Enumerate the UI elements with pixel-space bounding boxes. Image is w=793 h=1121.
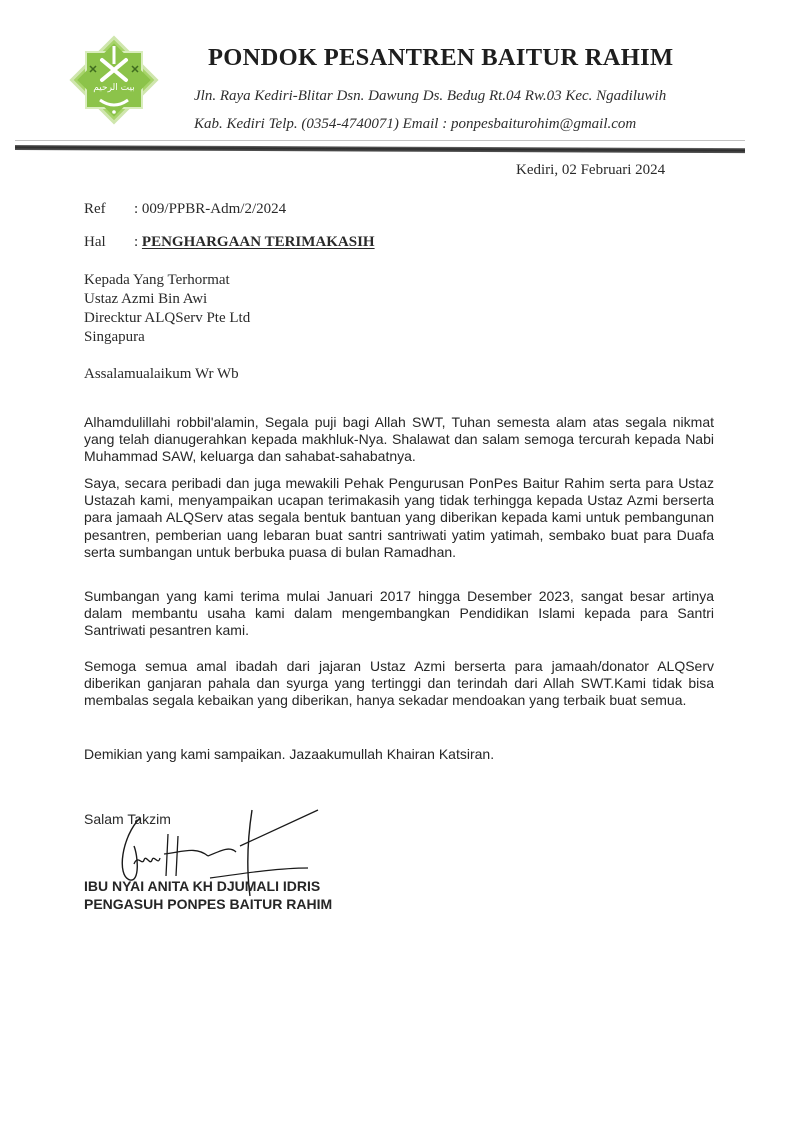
svg-text:بيت الرحيم: بيت الرحيم [93,83,135,93]
address-line-2: Kab. Kediri Telp. (0354-4740071) Email : ponpesbaiturohim@gmail.com [194,116,637,132]
signer-name: IBU NYAI ANITA KH DJUMALI IDRIS [84,878,321,894]
body-paragraph: Semoga semua amal ibadah dari jajaran Ustaz Azmi berserta para jamaah/donator ALQServ diberikan ganjaran pahala dan syurga yang tertinggi dan terindah dari Allah SWT.Kami tidak bisa membalas segala kebaikan yang diberikan, hanya sekadar mendoakan yang terbaik buat semua. [84,658,714,709]
subject-line [84,234,375,251]
recipient-block [84,271,250,347]
recipient-position: Direcktur ALQServ Pte Ltd [84,310,251,326]
subject-label: Hal [84,234,106,250]
closing-phrase: Salam Takzim [84,811,171,827]
address-line-1: Jln. Raya Kediri-Blitar Dsn. Dawung Ds. Bedug Rt.04 Rw.03 Kec. Ngadiluwih [194,88,667,104]
recipient-line: Kepada Yang Terhormat [84,272,230,288]
reference-number: : 009/PPBR-Adm/2/2024 [134,201,287,217]
reference-line [84,201,286,218]
body-paragraph: Alhamdulillahi robbil'alamin, Segala puji bagi Allah SWT, Tuhan semesta alam atas segala nikmat yang telah dianugerahkan kepada makhluk-Nya. Shalawat dan salam semoga tercurah kepada Nabi Muhammad SAW, keluarga dan sahabat-sahabatnya. [84,414,714,465]
organization-name: PONDOK PESANTREN BAITUR RAHIM [208,44,674,71]
subject-colon: : [134,234,142,250]
body-paragraph: Saya, secara peribadi dan juga mewakili Pehak Pengurusan PonPes Baitur Rahim serta para Ustaz Ustazah kami, menyampaikan ucapan terimakasih yang tidak terhingga kepada Ustaz Azmi berserta para jamaah ALQServ atas segala bentuk bantuan yang diberikan kepada kami untuk pembangunan pesantren, pemberian uang lebaran buat santri santriwati yatim yatimah, sembako buat para Duafa serta sumbangan untuk berbuka puasa di bulan Ramadhan. [84,475,714,560]
letterhead-divider [15,145,745,153]
letter-date: Kediri, 02 Februari 2024 [516,162,666,178]
recipient-name: Ustaz Azmi Bin Awi [84,291,208,307]
salutation: Assalamualaikum Wr Wb [84,366,239,382]
body-paragraph: Sumbangan yang kami terima mulai Januari 2017 hingga Desember 2023, sangat besar artinya dalam membantu usaha kami dalam mengembangkan Pendidikan Islami kepada para Santri Santriwati pesantren kami. [84,588,714,639]
signer-title: PENGASUH PONPES BAITUR RAHIM [84,896,333,912]
letterhead-thin-rule [15,140,745,141]
reference-label: Ref [84,201,106,217]
subject-text: PENGHARGAAN TERIMAKASIH [141,234,375,250]
recipient-location: Singapura [84,329,145,345]
body-paragraph: Demikian yang kami sampaikan. Jazaakumullah Khairan Katsiran. [84,746,495,762]
pesantren-logo-icon [62,30,166,130]
